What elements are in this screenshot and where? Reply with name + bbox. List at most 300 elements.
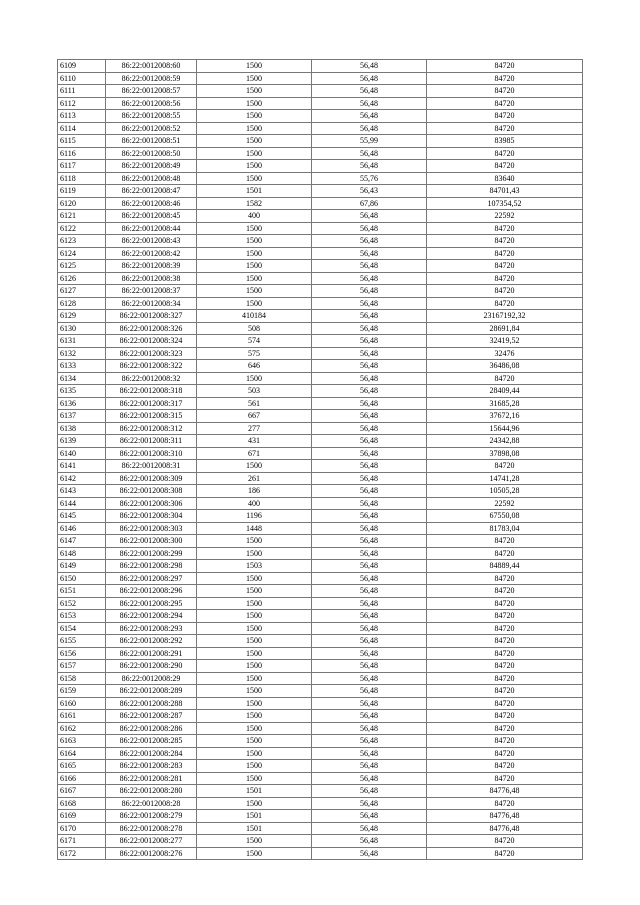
area-cell: 1500 xyxy=(197,535,312,548)
rate-cell: 56,48 xyxy=(312,635,427,648)
cadastral-number-cell: 86:22:0012008:315 xyxy=(106,410,197,423)
table-row xyxy=(58,197,583,210)
area-cell: 1500 xyxy=(197,685,312,698)
value-cell: 31685,28 xyxy=(427,397,583,410)
cadastral-number-cell: 86:22:0012008:45 xyxy=(106,210,197,223)
area-cell: 1500 xyxy=(197,147,312,160)
area-cell: 1500 xyxy=(197,847,312,860)
table-row xyxy=(58,797,583,810)
row-number-cell: 6159 xyxy=(58,685,106,698)
row-number-cell: 6153 xyxy=(58,610,106,623)
area-cell: 575 xyxy=(197,347,312,360)
row-number-cell: 6168 xyxy=(58,797,106,810)
rate-cell: 56,48 xyxy=(312,447,427,460)
value-cell: 84720 xyxy=(427,585,583,598)
value-cell: 84776,48 xyxy=(427,810,583,823)
cadastral-number-cell: 86:22:0012008:29 xyxy=(106,672,197,685)
value-cell: 84720 xyxy=(427,247,583,260)
value-cell: 84720 xyxy=(427,597,583,610)
value-cell: 84720 xyxy=(427,797,583,810)
area-cell: 1500 xyxy=(197,160,312,173)
rate-cell: 67,86 xyxy=(312,197,427,210)
table-row xyxy=(58,635,583,648)
value-cell: 83985 xyxy=(427,135,583,148)
rate-cell: 56,48 xyxy=(312,647,427,660)
value-cell: 84720 xyxy=(427,660,583,673)
value-cell: 84701,43 xyxy=(427,185,583,198)
row-number-cell: 6116 xyxy=(58,147,106,160)
row-number-cell: 6147 xyxy=(58,535,106,548)
area-cell: 1500 xyxy=(197,272,312,285)
rate-cell: 56,48 xyxy=(312,835,427,848)
cadastral-number-cell: 86:22:0012008:309 xyxy=(106,472,197,485)
row-number-cell: 6123 xyxy=(58,235,106,248)
area-cell: 410184 xyxy=(197,310,312,323)
value-cell: 84720 xyxy=(427,547,583,560)
rate-cell: 56,48 xyxy=(312,760,427,773)
cadastral-number-cell: 86:22:0012008:49 xyxy=(106,160,197,173)
table-row xyxy=(58,222,583,235)
row-number-cell: 6161 xyxy=(58,710,106,723)
rate-cell: 56,48 xyxy=(312,485,427,498)
cadastral-number-cell: 86:22:0012008:279 xyxy=(106,810,197,823)
value-cell: 84720 xyxy=(427,97,583,110)
cadastral-number-cell: 86:22:0012008:298 xyxy=(106,560,197,573)
value-cell: 23167192,32 xyxy=(427,310,583,323)
row-number-cell: 6136 xyxy=(58,397,106,410)
cadastral-number-cell: 86:22:0012008:291 xyxy=(106,647,197,660)
cadastral-number-cell: 86:22:0012008:311 xyxy=(106,435,197,448)
area-cell: 1500 xyxy=(197,760,312,773)
table-row xyxy=(58,572,583,585)
value-cell: 84720 xyxy=(427,60,583,73)
row-number-cell: 6142 xyxy=(58,472,106,485)
rate-cell: 56,48 xyxy=(312,347,427,360)
table-row xyxy=(58,760,583,773)
cadastral-number-cell: 86:22:0012008:326 xyxy=(106,322,197,335)
cadastral-number-cell: 86:22:0012008:296 xyxy=(106,585,197,598)
area-cell: 1500 xyxy=(197,122,312,135)
row-number-cell: 6119 xyxy=(58,185,106,198)
table-row xyxy=(58,335,583,348)
table-row xyxy=(58,835,583,848)
area-cell: 400 xyxy=(197,210,312,223)
table-body xyxy=(58,60,583,860)
rate-cell: 56,48 xyxy=(312,110,427,123)
cadastral-number-cell: 86:22:0012008:288 xyxy=(106,697,197,710)
row-number-cell: 6133 xyxy=(58,360,106,373)
row-number-cell: 6158 xyxy=(58,672,106,685)
table-row xyxy=(58,322,583,335)
table-row xyxy=(58,60,583,73)
cadastral-number-cell: 86:22:0012008:293 xyxy=(106,622,197,635)
table-row xyxy=(58,397,583,410)
value-cell: 107354,52 xyxy=(427,197,583,210)
rate-cell: 56,48 xyxy=(312,397,427,410)
area-cell: 1501 xyxy=(197,822,312,835)
table-row xyxy=(58,97,583,110)
row-number-cell: 6121 xyxy=(58,210,106,223)
row-number-cell: 6150 xyxy=(58,572,106,585)
row-number-cell: 6127 xyxy=(58,285,106,298)
rate-cell: 56,48 xyxy=(312,472,427,485)
area-cell: 1500 xyxy=(197,235,312,248)
row-number-cell: 6172 xyxy=(58,847,106,860)
cadastral-number-cell: 86:22:0012008:57 xyxy=(106,85,197,98)
value-cell: 84720 xyxy=(427,372,583,385)
row-number-cell: 6139 xyxy=(58,435,106,448)
cadastral-number-cell: 86:22:0012008:28 xyxy=(106,797,197,810)
area-cell: 1500 xyxy=(197,85,312,98)
cadastral-number-cell: 86:22:0012008:51 xyxy=(106,135,197,148)
area-cell: 1500 xyxy=(197,597,312,610)
cadastral-number-cell: 86:22:0012008:304 xyxy=(106,510,197,523)
area-cell: 1500 xyxy=(197,772,312,785)
value-cell: 28409,44 xyxy=(427,385,583,398)
rate-cell: 56,48 xyxy=(312,585,427,598)
value-cell: 37672,16 xyxy=(427,410,583,423)
area-cell: 1500 xyxy=(197,672,312,685)
cadastral-number-cell: 86:22:0012008:44 xyxy=(106,222,197,235)
cadastral-value-table xyxy=(57,59,583,860)
table-row xyxy=(58,585,583,598)
area-cell: 1500 xyxy=(197,835,312,848)
table-row xyxy=(58,422,583,435)
value-cell: 84720 xyxy=(427,672,583,685)
value-cell: 84720 xyxy=(427,572,583,585)
row-number-cell: 6134 xyxy=(58,372,106,385)
value-cell: 28691,84 xyxy=(427,322,583,335)
row-number-cell: 6118 xyxy=(58,172,106,185)
table-row xyxy=(58,735,583,748)
area-cell: 1500 xyxy=(197,610,312,623)
cadastral-number-cell: 86:22:0012008:324 xyxy=(106,335,197,348)
cadastral-number-cell: 86:22:0012008:38 xyxy=(106,272,197,285)
area-cell: 1500 xyxy=(197,572,312,585)
area-cell: 1500 xyxy=(197,110,312,123)
table-row xyxy=(58,672,583,685)
table-row xyxy=(58,122,583,135)
area-cell: 1501 xyxy=(197,785,312,798)
area-cell: 261 xyxy=(197,472,312,485)
value-cell: 84776,48 xyxy=(427,785,583,798)
value-cell: 84720 xyxy=(427,685,583,698)
value-cell: 84720 xyxy=(427,110,583,123)
table-row xyxy=(58,135,583,148)
cadastral-number-cell: 86:22:0012008:281 xyxy=(106,772,197,785)
area-cell: 1500 xyxy=(197,797,312,810)
cadastral-number-cell: 86:22:0012008:308 xyxy=(106,485,197,498)
rate-cell: 56,48 xyxy=(312,847,427,860)
table-row xyxy=(58,72,583,85)
area-cell: 1500 xyxy=(197,460,312,473)
row-number-cell: 6156 xyxy=(58,647,106,660)
area-cell: 1500 xyxy=(197,710,312,723)
cadastral-number-cell: 86:22:0012008:285 xyxy=(106,735,197,748)
rate-cell: 56,48 xyxy=(312,722,427,735)
value-cell: 84720 xyxy=(427,760,583,773)
area-cell: 1500 xyxy=(197,735,312,748)
rate-cell: 56,48 xyxy=(312,822,427,835)
cadastral-number-cell: 86:22:0012008:327 xyxy=(106,310,197,323)
rate-cell: 56,48 xyxy=(312,147,427,160)
rate-cell: 56,48 xyxy=(312,247,427,260)
area-cell: 503 xyxy=(197,385,312,398)
rate-cell: 56,43 xyxy=(312,185,427,198)
value-cell: 84720 xyxy=(427,235,583,248)
rate-cell: 56,48 xyxy=(312,235,427,248)
table-row xyxy=(58,810,583,823)
value-cell: 84720 xyxy=(427,722,583,735)
rate-cell: 56,48 xyxy=(312,310,427,323)
row-number-cell: 6124 xyxy=(58,247,106,260)
row-number-cell: 6164 xyxy=(58,747,106,760)
value-cell: 84720 xyxy=(427,72,583,85)
value-cell: 84720 xyxy=(427,697,583,710)
value-cell: 22592 xyxy=(427,497,583,510)
table-row xyxy=(58,272,583,285)
rate-cell: 56,48 xyxy=(312,510,427,523)
rate-cell: 56,48 xyxy=(312,410,427,423)
rate-cell: 56,48 xyxy=(312,297,427,310)
rate-cell: 56,48 xyxy=(312,610,427,623)
row-number-cell: 6137 xyxy=(58,410,106,423)
row-number-cell: 6112 xyxy=(58,97,106,110)
area-cell: 1500 xyxy=(197,172,312,185)
value-cell: 84720 xyxy=(427,647,583,660)
value-cell: 84720 xyxy=(427,772,583,785)
rate-cell: 55,76 xyxy=(312,172,427,185)
value-cell: 10505,28 xyxy=(427,485,583,498)
cadastral-number-cell: 86:22:0012008:46 xyxy=(106,197,197,210)
area-cell: 1500 xyxy=(197,135,312,148)
area-cell: 667 xyxy=(197,410,312,423)
area-cell: 1500 xyxy=(197,547,312,560)
cadastral-number-cell: 86:22:0012008:37 xyxy=(106,285,197,298)
cadastral-number-cell: 86:22:0012008:47 xyxy=(106,185,197,198)
cadastral-number-cell: 86:22:0012008:283 xyxy=(106,760,197,773)
table-row xyxy=(58,172,583,185)
cadastral-number-cell: 86:22:0012008:43 xyxy=(106,235,197,248)
table-row xyxy=(58,822,583,835)
cadastral-number-cell: 86:22:0012008:59 xyxy=(106,72,197,85)
row-number-cell: 6166 xyxy=(58,772,106,785)
table-row xyxy=(58,522,583,535)
value-cell: 24342,88 xyxy=(427,435,583,448)
table-row xyxy=(58,85,583,98)
table-row xyxy=(58,747,583,760)
row-number-cell: 6128 xyxy=(58,297,106,310)
rate-cell: 56,48 xyxy=(312,272,427,285)
value-cell: 84720 xyxy=(427,460,583,473)
rate-cell: 56,48 xyxy=(312,522,427,535)
rate-cell: 56,48 xyxy=(312,810,427,823)
rate-cell: 56,48 xyxy=(312,685,427,698)
area-cell: 431 xyxy=(197,435,312,448)
row-number-cell: 6145 xyxy=(58,510,106,523)
row-number-cell: 6165 xyxy=(58,760,106,773)
table-row xyxy=(58,410,583,423)
table-row xyxy=(58,235,583,248)
rate-cell: 56,48 xyxy=(312,385,427,398)
rate-cell: 56,48 xyxy=(312,797,427,810)
row-number-cell: 6143 xyxy=(58,485,106,498)
value-cell: 84720 xyxy=(427,147,583,160)
area-cell: 186 xyxy=(197,485,312,498)
table-row xyxy=(58,560,583,573)
rate-cell: 56,48 xyxy=(312,97,427,110)
table-row xyxy=(58,772,583,785)
table-row xyxy=(58,597,583,610)
value-cell: 84720 xyxy=(427,85,583,98)
table-row xyxy=(58,435,583,448)
rate-cell: 56,48 xyxy=(312,672,427,685)
table-row xyxy=(58,710,583,723)
area-cell: 1501 xyxy=(197,185,312,198)
rate-cell: 56,48 xyxy=(312,260,427,273)
rate-cell: 56,48 xyxy=(312,460,427,473)
rate-cell: 56,48 xyxy=(312,335,427,348)
rate-cell: 56,48 xyxy=(312,497,427,510)
value-cell: 22592 xyxy=(427,210,583,223)
value-cell: 84720 xyxy=(427,635,583,648)
rate-cell: 56,48 xyxy=(312,547,427,560)
value-cell: 84720 xyxy=(427,222,583,235)
value-cell: 84720 xyxy=(427,160,583,173)
rate-cell: 56,48 xyxy=(312,622,427,635)
row-number-cell: 6149 xyxy=(58,560,106,573)
cadastral-number-cell: 86:22:0012008:303 xyxy=(106,522,197,535)
cadastral-number-cell: 86:22:0012008:299 xyxy=(106,547,197,560)
row-number-cell: 6146 xyxy=(58,522,106,535)
table-row xyxy=(58,260,583,273)
table-row xyxy=(58,372,583,385)
table-row xyxy=(58,472,583,485)
row-number-cell: 6122 xyxy=(58,222,106,235)
area-cell: 1500 xyxy=(197,222,312,235)
area-cell: 1500 xyxy=(197,97,312,110)
row-number-cell: 6109 xyxy=(58,60,106,73)
row-number-cell: 6132 xyxy=(58,347,106,360)
row-number-cell: 6111 xyxy=(58,85,106,98)
rate-cell: 56,48 xyxy=(312,60,427,73)
table-row xyxy=(58,447,583,460)
rate-cell: 56,48 xyxy=(312,322,427,335)
area-cell: 574 xyxy=(197,335,312,348)
area-cell: 1500 xyxy=(197,647,312,660)
cadastral-number-cell: 86:22:0012008:278 xyxy=(106,822,197,835)
table-row xyxy=(58,785,583,798)
row-number-cell: 6163 xyxy=(58,735,106,748)
cadastral-number-cell: 86:22:0012008:32 xyxy=(106,372,197,385)
area-cell: 1503 xyxy=(197,560,312,573)
cadastral-number-cell: 86:22:0012008:284 xyxy=(106,747,197,760)
row-number-cell: 6167 xyxy=(58,785,106,798)
area-cell: 1500 xyxy=(197,747,312,760)
row-number-cell: 6114 xyxy=(58,122,106,135)
table-row xyxy=(58,485,583,498)
cadastral-number-cell: 86:22:0012008:292 xyxy=(106,635,197,648)
table-row xyxy=(58,347,583,360)
cadastral-number-cell: 86:22:0012008:39 xyxy=(106,260,197,273)
row-number-cell: 6154 xyxy=(58,622,106,635)
row-number-cell: 6125 xyxy=(58,260,106,273)
value-cell: 83640 xyxy=(427,172,583,185)
area-cell: 1500 xyxy=(197,260,312,273)
rate-cell: 56,48 xyxy=(312,72,427,85)
row-number-cell: 6115 xyxy=(58,135,106,148)
cadastral-number-cell: 86:22:0012008:297 xyxy=(106,572,197,585)
row-number-cell: 6130 xyxy=(58,322,106,335)
row-number-cell: 6160 xyxy=(58,697,106,710)
table-row xyxy=(58,185,583,198)
rate-cell: 56,48 xyxy=(312,572,427,585)
table-row xyxy=(58,285,583,298)
cadastral-number-cell: 86:22:0012008:55 xyxy=(106,110,197,123)
value-cell: 36486,08 xyxy=(427,360,583,373)
value-cell: 84720 xyxy=(427,747,583,760)
row-number-cell: 6162 xyxy=(58,722,106,735)
value-cell: 84720 xyxy=(427,847,583,860)
table-row xyxy=(58,647,583,660)
area-cell: 646 xyxy=(197,360,312,373)
table-row xyxy=(58,247,583,260)
cadastral-number-cell: 86:22:0012008:56 xyxy=(106,97,197,110)
row-number-cell: 6144 xyxy=(58,497,106,510)
row-number-cell: 6110 xyxy=(58,72,106,85)
row-number-cell: 6157 xyxy=(58,660,106,673)
value-cell: 14741,28 xyxy=(427,472,583,485)
value-cell: 84720 xyxy=(427,710,583,723)
value-cell: 84720 xyxy=(427,535,583,548)
rate-cell: 56,48 xyxy=(312,122,427,135)
area-cell: 1500 xyxy=(197,585,312,598)
cadastral-number-cell: 86:22:0012008:318 xyxy=(106,385,197,398)
table-row xyxy=(58,660,583,673)
row-number-cell: 6148 xyxy=(58,547,106,560)
value-cell: 37898,08 xyxy=(427,447,583,460)
rate-cell: 56,48 xyxy=(312,535,427,548)
row-number-cell: 6113 xyxy=(58,110,106,123)
row-number-cell: 6151 xyxy=(58,585,106,598)
area-cell: 1500 xyxy=(197,72,312,85)
value-cell: 32419,52 xyxy=(427,335,583,348)
table-row xyxy=(58,160,583,173)
value-cell: 84720 xyxy=(427,272,583,285)
value-cell: 32476 xyxy=(427,347,583,360)
value-cell: 84889,44 xyxy=(427,560,583,573)
row-number-cell: 6141 xyxy=(58,460,106,473)
table-row xyxy=(58,510,583,523)
value-cell: 84720 xyxy=(427,285,583,298)
table-row xyxy=(58,697,583,710)
value-cell: 84776,48 xyxy=(427,822,583,835)
area-cell: 508 xyxy=(197,322,312,335)
cadastral-number-cell: 86:22:0012008:294 xyxy=(106,610,197,623)
rate-cell: 56,48 xyxy=(312,435,427,448)
table-row xyxy=(58,460,583,473)
row-number-cell: 6131 xyxy=(58,335,106,348)
table-row xyxy=(58,310,583,323)
table-row xyxy=(58,147,583,160)
rate-cell: 56,48 xyxy=(312,560,427,573)
rate-cell: 56,48 xyxy=(312,597,427,610)
table-row xyxy=(58,535,583,548)
rate-cell: 56,48 xyxy=(312,747,427,760)
cadastral-number-cell: 86:22:0012008:312 xyxy=(106,422,197,435)
cadastral-number-cell: 86:22:0012008:322 xyxy=(106,360,197,373)
cadastral-number-cell: 86:22:0012008:290 xyxy=(106,660,197,673)
